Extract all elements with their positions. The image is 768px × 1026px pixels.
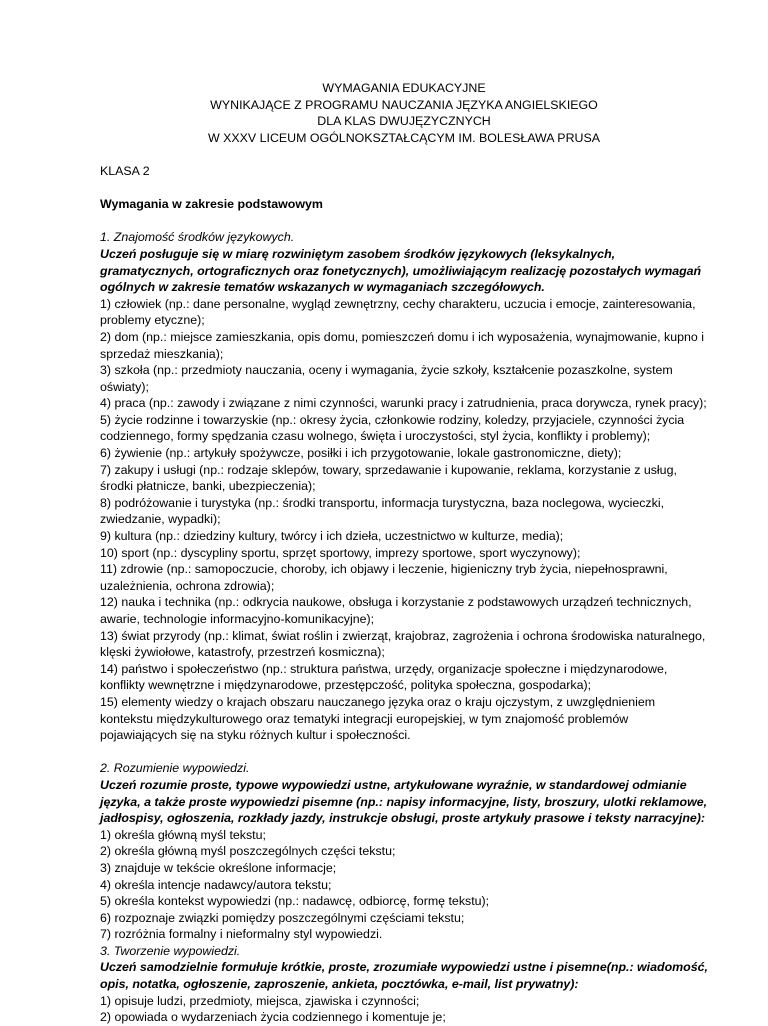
section-2-heading: 2. Rozumienie wypowiedzi.: [100, 761, 250, 776]
list-item: 6) rozpoznaje związki pomiędzy poszczególnymi częściami tekstu;: [100, 910, 465, 925]
list-item: 5) życie rodzinne i towarzyskie (np.: okresy życia, członkowie rodziny, koledzy, przyjaciele, czynności życia codziennego, formy spędzania czasu wolnego, święta i uroczystości, styl życia, konflikty i problemy);: [100, 412, 685, 444]
section-3-heading: 3. Tworzenie wypowiedzi.: [100, 943, 241, 958]
list-item: 2) określa główną myśl poszczególnych części tekstu;: [100, 844, 396, 859]
list-item: 3) szkoła (np.: przedmioty nauczania, oceny i wymagania, życie szkoły, kształcenie pozaszkolne, system oświaty);: [100, 363, 673, 394]
section-3-intro: Uczeń samodzielnie formułuje krótkie, proste, zrozumiałe wypowiedzi ustne i pisemne(np.: wiadomość, opis, notatka, ogłoszenie, zaproszenie, ankieta, pocztówka, e-mail, list prywatny):: [100, 960, 708, 992]
section-2-intro: Uczeń rozumie proste, typowe wypowiedzi ustne, artykułowane wyraźnie, w standardowej odmianie języka, a także proste wypowiedzi pisemne (np.: napisy informacyjne, listy, broszury, ulotki reklamowe, jadłospisy, ogłoszenia, rozkłady jazdy, instrukcje obsługi, proste artykuły prasowe i teksty narracyjne):: [100, 777, 708, 826]
list-item: 4) praca (np.: zawody i związane z nimi czynności, warunki pracy i zatrudnienia, praca dorywcza, rynek pracy);: [100, 396, 707, 411]
list-item: 9) kultura (np.: dziedziny kultury, twórcy i ich dzieła, uczestnictwo w kulturze, media);: [100, 529, 564, 544]
list-item: 1) opisuje ludzi, przedmioty, miejsca, zjawiska i czynności;: [100, 993, 420, 1008]
list-item: 4) określa intencje nadawcy/autora tekstu;: [100, 877, 332, 892]
header-line: WYMAGANIA EDUKACYJNE: [322, 81, 486, 95]
list-item: 6) żywienie (np.: artykuły spożywcze, posiłki i ich przygotowanie, lokale gastronomiczne, diety);: [100, 446, 622, 461]
list-item: 3) znajduje w tekście określone informacje;: [100, 860, 337, 875]
section-1-heading: 1. Znajomość środków językowych.: [100, 230, 295, 245]
section-2-list: [100, 827, 708, 943]
list-item: 8) podróżowanie i turystyka (np.: środki transportu, informacja turystyczna, baza noclegowa, wycieczki, zwiedzanie, wypadki);: [100, 495, 665, 527]
list-item: 10) sport (np.: dyscypliny sportu, sprzęt sportowy, imprezy sportowe, sport wyczynowy);: [100, 545, 581, 560]
section-title: Wymagania w zakresie podstawowym: [100, 197, 323, 212]
section-1-intro: Uczeń posługuje się w miarę rozwiniętym zasobem środków językowych (leksykalnych, gramatycznych, ortograficznych oraz fonetycznych), umożliwiającym realizację pozostałych wymagań ogólnych w zakresie tematów wskazanych w wymaganiach szczegółowych.: [100, 246, 702, 295]
header-line: W XXXV LICEUM OGÓLNOKSZTAŁCĄCYM IM. BOLESŁAWA PRUSA: [208, 130, 600, 145]
header-line: DLA KLAS DWUJĘZYCZNYCH: [317, 114, 491, 129]
list-item: 7) rozróżnia formalny i nieformalny styl wypowiedzi.: [100, 927, 383, 942]
list-item: 2) opowiada o wydarzeniach życia codziennego i komentuje je;: [100, 1010, 446, 1025]
section-1-list: [100, 296, 708, 744]
list-item: 15) elementy wiedzy o krajach obszaru nauczanego języka oraz o kraju ojczystym, z uwzględnieniem kontekstu międzykulturowego oraz tematyki integracji europejskiej, w tym znajomość problemów pojawiających się na styku różnych kultur i społeczności.: [100, 694, 656, 743]
list-item: 5) określa kontekst wypowiedzi (np.: nadawcę, odbiorcę, formę tekstu);: [100, 894, 490, 909]
list-item: 14) państwo i społeczeństwo (np.: struktura państwa, urzędy, organizacje społeczne i międzynarodowe, konflikty wewnętrzne i międzynarodowe, przestępczość, polityka społeczna, gospodarka);: [100, 661, 668, 693]
list-item: 1) określa główną myśl tekstu;: [100, 827, 266, 842]
class-label: KLASA 2: [100, 163, 150, 178]
header-line: WYNIKAJĄCE Z PROGRAMU NAUCZANIA JĘZYKA ANGIELSKIEGO: [210, 97, 598, 112]
document-header: [100, 80, 708, 146]
list-item: 13) świat przyrody (np.: klimat, świat roślin i zwierząt, krajobraz, zagrożenia i ochrona środowiska naturalnego, klęski żywiołowe, katastrofy, przestrzeń kosmiczna);: [100, 628, 706, 660]
list-item: 2) dom (np.: miejsce zamieszkania, opis domu, pomieszczeń domu i ich wyposażenia, wynajmowanie, kupno i sprzedaż mieszkania);: [100, 329, 704, 361]
list-item: 11) zdrowie (np.: samopoczucie, choroby, ich objawy i leczenie, higieniczny tryb życia, niepełnosprawni, uzależnienia, ochrona zdrowia);: [100, 562, 668, 593]
list-item: 1) człowiek (np.: dane personalne, wygląd zewnętrzny, cechy charakteru, uczucia i emocje, zainteresowania, problemy etyczne);: [100, 296, 696, 328]
section-3-list: [100, 993, 708, 1026]
list-item: 7) zakupy i usługi (np.: rodzaje sklepów, towary, sprzedawanie i kupowanie, reklama, korzystanie z usług, środki płatnicze, banki, ubezpieczenia);: [100, 462, 677, 494]
list-item: 12) nauka i technika (np.: odkrycia naukowe, obsługa i korzystanie z podstawowych urządzeń technicznych, awarie, technologie informacyjno-komunikacyjne);: [100, 595, 692, 626]
